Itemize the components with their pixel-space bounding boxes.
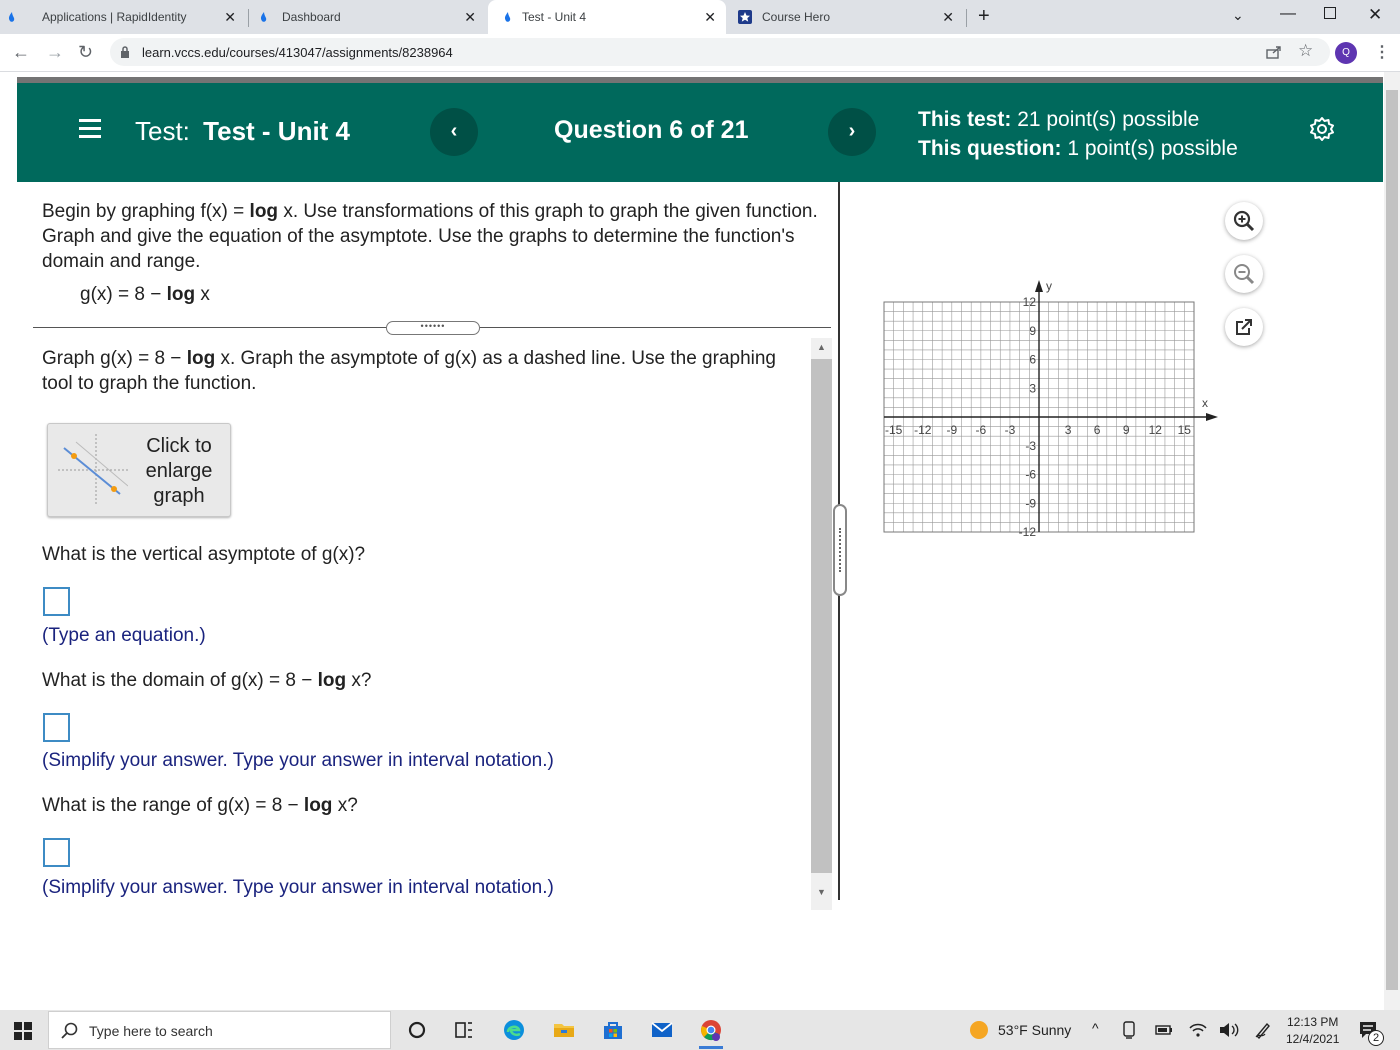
x-tick-label: -6 (975, 423, 987, 437)
this-question-label: This question: (918, 137, 1062, 160)
test-prefix: Test: (135, 116, 190, 146)
y-axis-arrow (1035, 280, 1043, 292)
x-axis-label: x (1202, 396, 1208, 410)
system-tray-chevron-icon[interactable]: ^ (1092, 1020, 1099, 1036)
y-tick-label: 9 (1029, 323, 1036, 338)
windows-start-icon[interactable] (14, 1022, 32, 1040)
x-tick-label: 3 (1064, 423, 1072, 437)
y-tick-label: -12 (1018, 525, 1036, 539)
tab-dashboard[interactable] (252, 0, 486, 34)
test-name: Test - Unit 4 (203, 116, 351, 146)
pane-resize-handle[interactable] (833, 504, 847, 596)
lock-icon (120, 46, 130, 58)
active-app-indicator (699, 1046, 723, 1049)
y-axis-label: y (1046, 279, 1052, 293)
pen-workspace-icon[interactable] (1254, 1021, 1272, 1039)
tab-label: Dashboard (282, 10, 341, 24)
tab-label: Applications | RapidIdentity (42, 10, 187, 24)
previous-question-button[interactable]: ‹ (430, 108, 478, 156)
y-tick-label: 6 (1029, 352, 1036, 367)
test-header (17, 83, 1383, 182)
asymptote-hint: (Type an equation.) (42, 625, 206, 646)
profile-avatar[interactable]: Q (1335, 42, 1357, 64)
close-tab-icon[interactable]: ✕ (942, 9, 954, 25)
points-info (918, 105, 1238, 163)
enlarge-graph-button[interactable] (47, 423, 231, 517)
y-tick-label: -3 (1025, 438, 1036, 453)
instructions-text: Begin by graphing f(x) = log x. Use transformations of this graph to graph the given function. Graph and give the equation of the asymptote. Use the graphs to determine the function's domain and range. (42, 201, 818, 272)
weather-sun-icon (970, 1021, 988, 1039)
zoom-out-button[interactable] (1225, 255, 1263, 293)
edge-browser-icon[interactable] (502, 1018, 526, 1042)
x-axis-arrow (1206, 413, 1218, 421)
minimize-icon[interactable]: — (1280, 5, 1296, 22)
taskbar-search-box[interactable] (48, 1011, 391, 1049)
tab-label: Test - Unit 4 (522, 10, 587, 24)
microsoft-store-icon[interactable] (601, 1018, 625, 1042)
url-text: learn.vccs.edu/courses/413047/assignments/8238964 (142, 45, 453, 60)
close-tab-icon[interactable]: ✕ (704, 9, 716, 25)
back-icon[interactable]: ← (12, 42, 30, 62)
zoom-in-button[interactable] (1225, 202, 1263, 240)
weather-widget[interactable]: 53°F Sunny (998, 1022, 1072, 1038)
this-test-label: This test: (918, 108, 1012, 131)
menu-icon[interactable] (79, 119, 101, 139)
y-tick-label: -9 (1025, 496, 1036, 511)
address-bar (0, 34, 1400, 72)
meet-now-icon[interactable] (1121, 1021, 1137, 1039)
given-function: g(x) = 8 − log x (80, 284, 210, 305)
x-tick-label: -12 (914, 423, 932, 437)
y-tick-label: 12 (1022, 295, 1036, 309)
range-answer-input[interactable] (43, 838, 70, 867)
external-link-icon (1234, 317, 1254, 337)
search-placeholder: Type here to search (89, 1023, 213, 1039)
course-hero-favicon-icon (738, 10, 752, 24)
question-counter: Question 6 of 21 (554, 116, 749, 144)
question-asymptote: What is the vertical asymptote of g(x)? (42, 544, 366, 565)
notification-count-badge: 2 (1368, 1030, 1384, 1046)
open-external-button[interactable] (1225, 308, 1263, 346)
x-tick-label: -9 (946, 423, 958, 437)
site-favicon-icon (258, 11, 270, 23)
question-pane (0, 182, 838, 900)
range-hint: (Simplify your answer. Type your answer in interval notation.) (42, 877, 554, 898)
battery-icon[interactable] (1155, 1024, 1173, 1036)
site-favicon-icon (502, 11, 514, 23)
share-icon[interactable] (1266, 45, 1282, 59)
file-explorer-icon[interactable] (552, 1018, 576, 1042)
new-tab-icon[interactable]: + (978, 5, 990, 27)
bookmark-star-icon[interactable]: ☆ (1298, 41, 1314, 60)
task-view-icon[interactable] (452, 1018, 476, 1042)
forward-icon[interactable]: → (46, 42, 64, 62)
graph-thumbnail-icon (58, 434, 128, 506)
question-domain: What is the domain of g(x) = 8 − log x? (42, 670, 372, 691)
wifi-icon[interactable] (1189, 1022, 1207, 1038)
chrome-icon[interactable] (699, 1018, 723, 1042)
next-question-button[interactable]: › (828, 108, 876, 156)
tab-rapididentity[interactable] (0, 0, 246, 34)
search-icon (61, 1022, 79, 1040)
tab-course-hero[interactable] (728, 0, 964, 34)
task-text: Graph g(x) = 8 − log x. Graph the asymptote of g(x) as a dashed line. Use the graphing tool to graph the function. (42, 348, 777, 394)
enlarge-graph-label: Click to enlarge graph (145, 435, 213, 507)
url-field[interactable] (110, 38, 1330, 66)
close-window-icon[interactable]: ✕ (1368, 5, 1383, 24)
question-range: What is the range of g(x) = 8 − log x? (42, 795, 358, 816)
x-tick-label: -15 (885, 423, 903, 437)
this-test-value: 21 point(s) possible (1017, 108, 1200, 131)
tab-label: Course Hero (762, 10, 831, 24)
x-tick-label: 12 (1148, 423, 1162, 437)
scroll-up-icon[interactable]: ▲ (817, 342, 826, 352)
restore-icon[interactable] (1324, 7, 1336, 19)
x-tick-label: 6 (1093, 423, 1101, 437)
windows-taskbar (0, 1010, 1400, 1050)
tab-test-unit-4[interactable] (488, 0, 726, 34)
zoom-in-icon (1233, 210, 1255, 232)
graph-tick-labels (885, 279, 1208, 539)
volume-icon[interactable] (1219, 1022, 1239, 1038)
y-tick-label: -6 (1025, 467, 1036, 482)
graph-panel[interactable] (870, 272, 1220, 548)
x-tick-label: 15 (1177, 423, 1191, 437)
window-scrollbar-thumb[interactable] (1386, 90, 1398, 990)
x-tick-label: 9 (1122, 423, 1130, 437)
test-title (135, 116, 350, 147)
close-tab-icon[interactable]: ✕ (464, 9, 476, 25)
y-tick-label: 3 (1029, 381, 1036, 396)
expand-handle[interactable]: •••••• (386, 321, 480, 335)
question-scrollbar-thumb[interactable] (811, 359, 832, 873)
close-tab-icon[interactable]: ✕ (224, 9, 236, 25)
zoom-out-icon (1233, 263, 1255, 285)
domain-answer-input[interactable] (43, 713, 70, 742)
page-content (0, 72, 1384, 1010)
tab-search-chevron-icon[interactable]: ⌄ (1232, 7, 1244, 23)
reload-icon[interactable]: ↻ (78, 42, 94, 62)
domain-hint: (Simplify your answer. Type your answer in interval notation.) (42, 750, 554, 771)
mail-icon[interactable] (650, 1018, 674, 1042)
asymptote-answer-input[interactable] (43, 587, 70, 616)
taskbar-clock[interactable] (1286, 1014, 1339, 1048)
cortana-icon[interactable] (405, 1018, 429, 1042)
scroll-down-icon[interactable]: ▼ (817, 887, 826, 897)
clock-date: 12/4/2021 (1286, 1032, 1340, 1046)
graph-axes (884, 280, 1218, 532)
more-menu-icon[interactable]: ⋮ (1374, 44, 1390, 61)
x-tick-label: -3 (1004, 423, 1016, 437)
settings-gear-icon[interactable] (1308, 116, 1336, 144)
browser-tab-bar (0, 0, 1400, 34)
clock-time: 12:13 PM (1287, 1015, 1339, 1029)
this-question-value: 1 point(s) possible (1067, 137, 1238, 160)
site-favicon-icon (6, 11, 18, 23)
